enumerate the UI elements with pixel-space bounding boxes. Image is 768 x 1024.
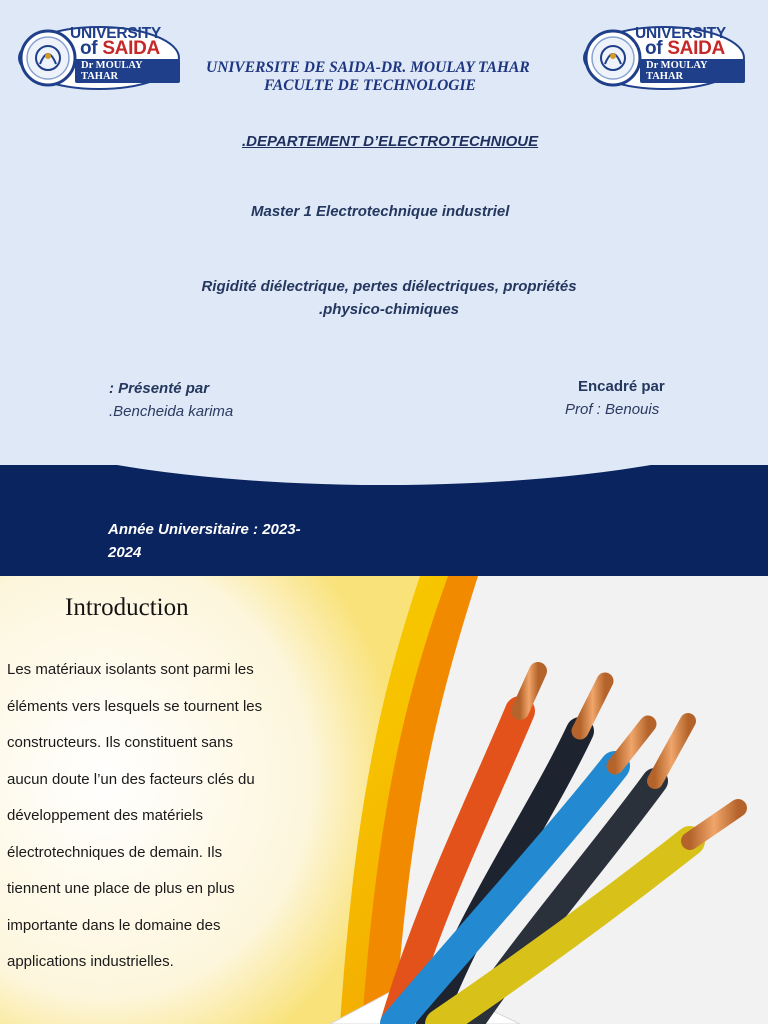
faculty-name: FACULTE DE TECHNOLOGIE <box>264 77 476 94</box>
subject-line-2: .physico-chimiques <box>318 301 460 318</box>
student-name: .Bencheida karima <box>109 403 234 420</box>
supervised-by-label: Encadré par <box>578 378 665 395</box>
logo-of: of <box>645 38 668 59</box>
university-name: UNIVERSITE DE SAIDA-DR. MOULAY TAHAR <box>206 59 530 76</box>
institution-heading <box>206 59 566 95</box>
paragraph-line: aucun doute l’un des facteurs clés du <box>7 770 255 788</box>
introduction-paragraph <box>7 652 299 981</box>
subject-line-1: Rigidité diélectrique, pertes diélectriques, propriétés <box>201 278 577 295</box>
subject-title <box>160 275 618 321</box>
academic-year-line-1: Année Universitaire : 2023- <box>108 521 301 538</box>
paragraph-line: constructeurs. Ils constituent sans <box>7 734 233 751</box>
paragraph-line: électrotechniques de demain. Ils <box>7 843 223 861</box>
department-title: .DEPARTEMENT D’ELECTROTECHNIOUE <box>242 133 539 150</box>
introduction-slide <box>0 576 768 1024</box>
paragraph-line: applications industrielles. <box>7 953 174 970</box>
paragraph-line: développement des matériels <box>7 807 203 824</box>
logo-line-saida <box>80 38 160 60</box>
logo-line-university: UNIVERSITY <box>635 25 727 42</box>
paragraph-line: Les matériaux isolants sont parmi les <box>7 661 254 678</box>
university-logo-right <box>583 26 745 90</box>
academic-year <box>108 518 348 564</box>
logo-line-university: UNIVERSITY <box>70 25 162 42</box>
logo-of: of <box>80 38 103 59</box>
paragraph-line: tiennent une place de plus en plus <box>7 880 235 897</box>
presented-by-label: : Présenté par <box>109 380 210 397</box>
university-logo-left <box>18 26 180 90</box>
academic-year-line-2: 2024 <box>108 544 142 561</box>
paragraph-line: importante dans le domaine des <box>7 916 221 934</box>
introduction-title: Introduction <box>65 594 189 621</box>
logo-line-moulay-tahar: Dr MOULAY TAHAR <box>640 59 745 83</box>
logo-line-moulay-tahar: Dr MOULAY TAHAR <box>75 59 180 83</box>
logo-saida: SAIDA <box>102 38 160 59</box>
logo-line-saida <box>645 38 725 60</box>
program-title: Master 1 Electrotechnique industriel <box>251 203 510 220</box>
supervisor-name: Prof : Benouis <box>565 401 660 418</box>
paragraph-line: éléments vers lesquels se tournent les <box>7 697 263 715</box>
logo-saida: SAIDA <box>667 38 725 59</box>
